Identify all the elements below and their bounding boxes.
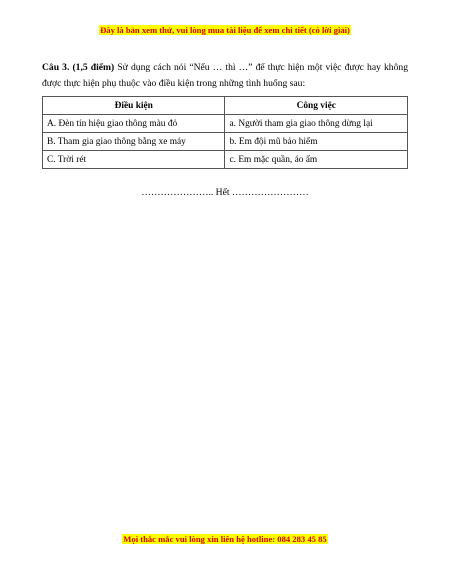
question-text: Sử dụng cách nói “Nếu … thì …” để thực hiện một việc được hay không được thực hiện phụ thuộc vào điều kiện trong những tình huống sau:	[42, 62, 408, 89]
task-cell: c. Em mặc quần, áo ấm	[225, 151, 408, 169]
hotline-text: Mọi thắc mắc vui lòng xin liên hệ hotline: 084 283 45 85	[123, 534, 327, 544]
question-label: Câu 3. (1,5 điểm)	[42, 62, 115, 73]
condition-cell: A. Đèn tín hiệu giao thông màu đỏ	[43, 115, 225, 133]
table-row	[43, 133, 408, 151]
table-row	[43, 115, 408, 133]
table-row	[43, 151, 408, 169]
task-cell: a. Người tham gia giao thông dừng lại	[225, 115, 408, 133]
condition-cell: C. Trời rét	[43, 151, 225, 169]
column-header-task: Công việc	[225, 97, 408, 115]
end-marker: ………………….. Hết ……………………	[141, 187, 309, 198]
question-paragraph	[42, 60, 408, 92]
preview-notice-banner	[0, 25, 450, 35]
column-header-condition: Điều kiện	[43, 97, 225, 115]
conditions-table	[42, 96, 408, 169]
condition-cell: B. Tham gia giao thông bằng xe máy	[43, 133, 225, 151]
table-header-row	[43, 97, 408, 115]
hotline-banner	[0, 534, 450, 544]
preview-notice-text: Đây là bản xem thử, vui lòng mua tài liệu để xem chi tiết (có lời giải)	[100, 25, 350, 35]
task-cell: b. Em đội mũ bảo hiểm	[225, 133, 408, 151]
